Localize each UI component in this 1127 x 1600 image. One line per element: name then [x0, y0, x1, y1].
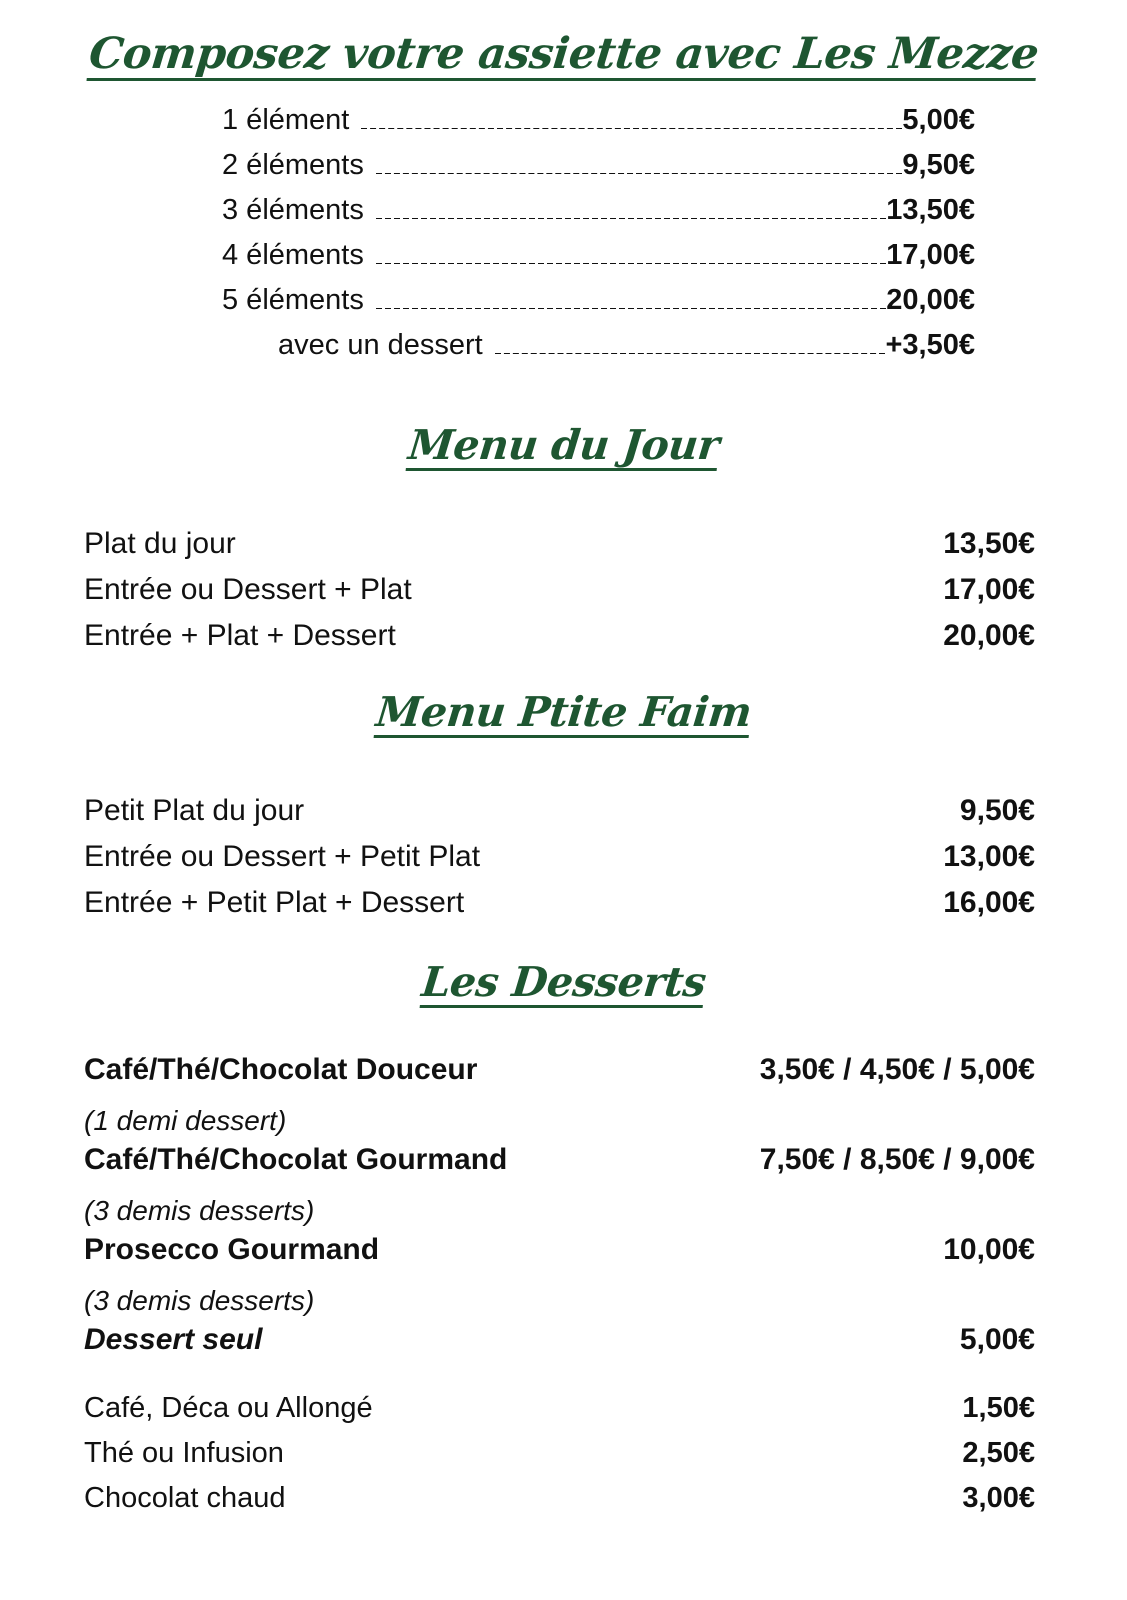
mezze-title-text: Composez votre assiette avec Les Mezze — [86, 29, 1041, 79]
mezze-row-price: 20,00€ — [886, 284, 975, 316]
dessert-note: (1 demi dessert) — [84, 1105, 287, 1136]
dotted-leader — [349, 128, 902, 129]
mezze-row-label: 2 éléments — [222, 149, 364, 181]
mezze-row-label: 4 éléments — [222, 239, 364, 271]
beverage-row — [84, 1482, 1035, 1527]
beverage-name: Café, Déca ou Allongé — [84, 1392, 373, 1424]
mezze-row — [0, 194, 1127, 239]
beverage-price: 1,50€ — [962, 1392, 1035, 1424]
dessert-price: 5,00€ — [959, 1323, 1035, 1356]
menu-row — [84, 619, 1035, 665]
menu-row-price: 13,50€ — [943, 527, 1035, 560]
dotted-leader — [364, 218, 886, 219]
dessert-name: Prosecco Gourmand — [84, 1233, 380, 1266]
menu-row-price: 9,50€ — [959, 794, 1035, 827]
dessert-main-row — [84, 1143, 1035, 1188]
menu-du-jour-rows — [0, 527, 1127, 665]
menu-row-price: 17,00€ — [943, 573, 1035, 606]
mezze-row-label: 1 élément — [222, 104, 350, 136]
dessert-price: 3,50€ / 4,50€ / 5,00€ — [759, 1053, 1035, 1086]
dotted-leader — [364, 263, 886, 264]
dessert-note: (3 demis desserts) — [84, 1195, 315, 1226]
dessert-main-row — [84, 1233, 1035, 1278]
menu-row-price: 20,00€ — [943, 619, 1035, 652]
menu-row — [84, 527, 1035, 573]
dessert-note: (3 demis desserts) — [84, 1285, 315, 1316]
menu-row-name: Entrée + Petit Plat + Dessert — [84, 886, 465, 919]
mezze-row-label: avec un dessert — [278, 329, 483, 361]
menu-row-name: Entrée ou Dessert + Plat — [84, 573, 412, 606]
beverage-price: 2,50€ — [962, 1437, 1035, 1469]
les-desserts-heading — [0, 958, 1127, 1008]
mezze-row-price: 5,00€ — [902, 104, 975, 136]
dotted-leader — [483, 353, 886, 354]
menu-row-price: 13,00€ — [943, 840, 1035, 873]
dessert-item — [84, 1143, 1035, 1233]
section-les-desserts — [0, 958, 1127, 1527]
beverage-name: Thé ou Infusion — [84, 1437, 284, 1469]
dessert-name: Café/Thé/Chocolat Gourmand — [84, 1143, 508, 1176]
mezze-row — [0, 239, 1127, 284]
dotted-leader — [364, 308, 886, 309]
mezze-row — [0, 149, 1127, 194]
menu-row — [84, 573, 1035, 619]
menu-du-jour-heading — [0, 421, 1127, 471]
mezze-price-list — [0, 104, 1127, 374]
menu-row-name: Entrée ou Dessert + Petit Plat — [84, 840, 481, 873]
menu-row — [84, 886, 1035, 932]
menu-ptite-faim-heading-text: Menu Ptite Faim — [373, 688, 754, 736]
menu-row-price: 16,00€ — [943, 886, 1035, 919]
menu-row-name: Plat du jour — [84, 527, 236, 560]
desserts-rows — [0, 1053, 1127, 1527]
les-desserts-heading-text: Les Desserts — [419, 958, 709, 1006]
beverage-price: 3,00€ — [962, 1482, 1035, 1514]
beverage-row — [84, 1392, 1035, 1437]
dessert-main-row — [84, 1053, 1035, 1098]
dotted-leader — [364, 173, 903, 174]
menu-row — [84, 840, 1035, 886]
mezze-row — [0, 104, 1127, 149]
mezze-row-dessert-supplement — [0, 329, 1127, 374]
section-menu-du-jour — [0, 421, 1127, 665]
dessert-item — [84, 1323, 1035, 1368]
mezze-row-price: 13,50€ — [886, 194, 975, 226]
dessert-name: Dessert seul — [84, 1323, 263, 1356]
menu-row-name: Petit Plat du jour — [84, 794, 305, 827]
mezze-row-label: 5 éléments — [222, 284, 364, 316]
menu-du-jour-heading-text: Menu du Jour — [406, 421, 722, 469]
mezze-row-price: 17,00€ — [886, 239, 975, 271]
dessert-price: 7,50€ / 8,50€ / 9,00€ — [759, 1143, 1035, 1176]
mezze-row — [0, 284, 1127, 329]
dessert-price: 10,00€ — [943, 1233, 1035, 1266]
dessert-main-row — [84, 1323, 1035, 1368]
beverages-list — [84, 1392, 1035, 1527]
menu-ptite-faim-heading — [0, 688, 1127, 738]
menu-row-name: Entrée + Plat + Dessert — [84, 619, 396, 652]
section-menu-ptite-faim — [0, 688, 1127, 932]
mezze-title — [0, 29, 1127, 81]
mezze-row-price: 9,50€ — [902, 149, 975, 181]
dessert-item — [84, 1053, 1035, 1143]
beverage-name: Chocolat chaud — [84, 1482, 286, 1514]
menu-row — [84, 794, 1035, 840]
dessert-name: Café/Thé/Chocolat Douceur — [84, 1053, 478, 1086]
mezze-row-price: +3,50€ — [885, 329, 975, 361]
dessert-item — [84, 1233, 1035, 1323]
beverage-row — [84, 1437, 1035, 1482]
mezze-row-label: 3 éléments — [222, 194, 364, 226]
menu-ptite-faim-rows — [0, 794, 1127, 932]
